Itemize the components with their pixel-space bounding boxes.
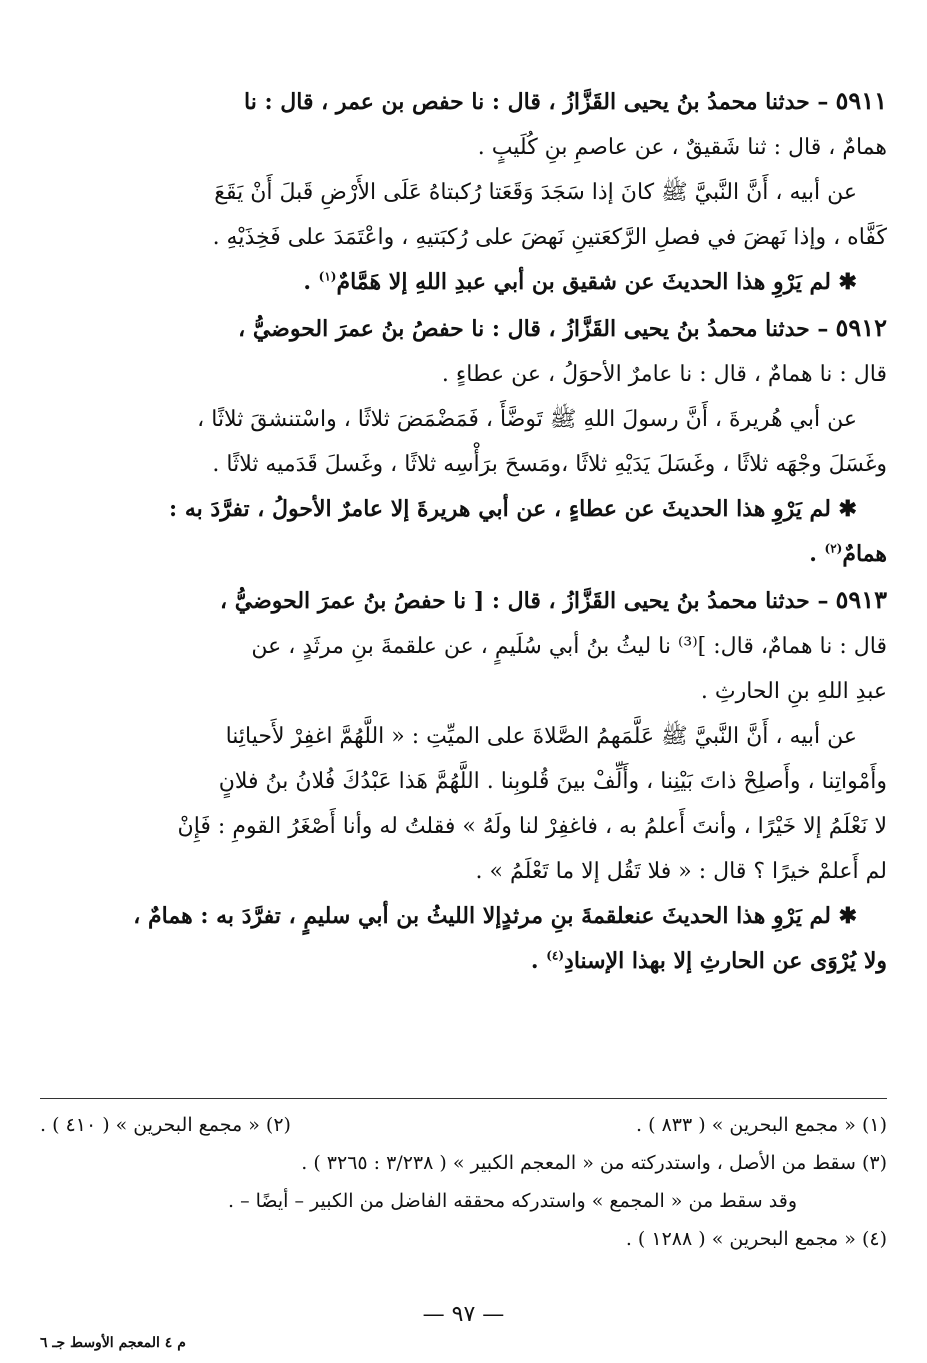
printer-signature: م ٤ المعجم الأوسط جـ ٦	[40, 1335, 186, 1351]
footnote-mark: (٢)	[824, 541, 843, 556]
footnote-3: (٣) سقط من الأصل ، واستدركته من « المعجم الكبير » ( ٣/٢٣٨ : ٣٢٦٥ ) .	[301, 1152, 887, 1174]
hadith-number: ٥٩١٣	[835, 585, 887, 614]
hadith-5911-text-2: كَفَّاه ، وإذا نَهضَ في فصلِ الرَّكعَتينِ نَهضَ على رُكبَتيهِ ، واعْتَمَدَ على فَخِذَيْهِ .	[212, 225, 887, 250]
footnote-1: (١) « مجمع البحرين » ( ٨٣٣ ) .	[636, 1114, 887, 1136]
hadith-5911-note: ✱ لم يَرْوِ هذا الحديثَ عن شقيق بن أبي عبدِ اللهِ إلا هَمَّامٌ$^{(١)}$ .	[303, 269, 857, 295]
hadith-5913-text-4: لم أَعلمْ خيرًا ؟ قال : « فلا تَقُل إلا ما تَعْلَمُ » .	[475, 859, 887, 884]
hadith-5913-note-1: ✱ لم يَرْوِ هذا الحديثَ عنعلقمةَ بنِ مرثدٍإلا الليثُ بن أبي سليمٍ ، تفرَّدَ به : همامٌ ،	[133, 903, 857, 929]
hadith-5911-isnad-2: همامٌ ، قال : ثنا شَقيقٌ ، عن عاصمِ بنِ كُلَيبٍ .	[477, 135, 887, 160]
footnotes	[40, 1106, 887, 1258]
footnote-2: (٢) « مجمع البحرين » ( ٤١٠ ) .	[40, 1114, 291, 1136]
hadith-5912-note-2: همامٌ$^{(٢)}$ .	[809, 541, 887, 567]
hadith-5912-note-1: ✱ لم يَرْوِ هذا الحديثَ عن عطاءٍ ، عن أبي هريرةَ إلا عامرٌ الأحولُ ، تفرَّدَ به :	[169, 496, 857, 522]
hadith-5912-text-2: وغَسَلَ وجْهَه ثلاثًا ، وغَسَلَ يَدَيْهِ ثلاثًا ،ومَسحَ برَأْسِه ثلاثًا ، وغَسلَ قَدَميه ثلاثًا .	[212, 452, 887, 477]
hadith-5911-text-1: عن أبيه ، أَنَّ النَّبيَّ ﷺ كانَ إذا سَجَدَ وَقَعَتا رُكبتاهُ عَلَى الأَرْضِ قَبلَ أَنْ يَقَعَ	[214, 180, 857, 205]
hadith-number: ٥٩١١	[835, 86, 887, 115]
footnote-4: (٤) « مجمع البحرين » ( ١٢٨٨ ) .	[625, 1228, 887, 1250]
hadith-5912-text-1: عن أبي هُريرةَ ، أَنَّ رسولَ اللهِ ﷺ تَوضَّأَ ، فَمَضْمَضَ ثلاثًا ، واسْتنشقَ ثلاثًا ،	[197, 407, 857, 432]
page-body	[40, 78, 887, 984]
hadith-5913-isnad-2: قال : نا همامٌ، قال: ]⁽³⁾ نا ليثُ بنُ أبي سُلَيمٍ ، عن علقمةَ بنِ مرثَدٍ ، عن	[251, 634, 887, 659]
hadith-5913-text-2: وأَمْواتِنا ، وأَصلِحْ ذاتَ بَيْنِنا ، وأَلِّفْ بينَ قُلوبِنا . اللَّهُمَّ هَذا عَبْدُكَ فُلانُ بنُ فلانٍ	[218, 769, 887, 794]
footnote-separator	[40, 1098, 887, 1099]
hadith-5912-isnad-1: ٥٩١٢ – حدثنا محمدُ بنُ يحيى القَزَّازُ ، قال : نا حفصُ بنُ عمرَ الحوضيُّ ،	[238, 313, 887, 342]
footnote-3-continued: وقد سقط من « المجمع » واستدركه محققه الفاضل من الكبير – أيضًا – .	[227, 1190, 797, 1212]
footnote-row	[40, 1106, 887, 1144]
hadith-5913-isnad-3: عبدِ اللهِ بنِ الحارثِ .	[700, 679, 887, 704]
footnote-mark: (١)	[318, 269, 337, 284]
hadith-5913-isnad-1: ٥٩١٣ – حدثنا محمدُ بنُ يحيى القَزَّازُ ، قال : [ نا حفصُ بنُ عمرَ الحوضيُّ ،	[220, 585, 887, 614]
hadith-5913-text-1: عن أبيه ، أَنَّ النَّبيَّ ﷺ عَلَّمَهمُ الصَّلاةَ على الميِّتِ : « اللَّهُمَّ اغفِرْ لأَحيائِنا	[225, 724, 857, 749]
footnote-mark: (٤)	[546, 948, 565, 963]
page-number: — ٩٧ —	[422, 1302, 505, 1327]
hadith-number: ٥٩١٢	[835, 313, 887, 342]
hadith-5913-note-2: ولا يُرْوَى عن الحارثِ إلا بهذا الإسنادِ$^{(٤)}$ .	[530, 948, 887, 974]
hadith-5912-isnad-2: قال : نا همامٌ ، قال : نا عامرٌ الأحوَلُ ، عن عطاءٍ .	[441, 362, 887, 387]
hadith-5913-text-3: لا نَعْلَمُ إلا خَيْرًا ، وأنتَ أَعلمُ به ، فاغفِرْ لنا ولَهُ » فقلتُ له وأنا أَصْغَرُ القومِ : فَإِنْ	[177, 814, 887, 839]
hadith-5911-isnad-1: ٥٩١١ – حدثنا محمدُ بنُ يحيى القَزَّازُ ، قال : نا حفص بن عمر ، قال : نا	[243, 86, 887, 115]
